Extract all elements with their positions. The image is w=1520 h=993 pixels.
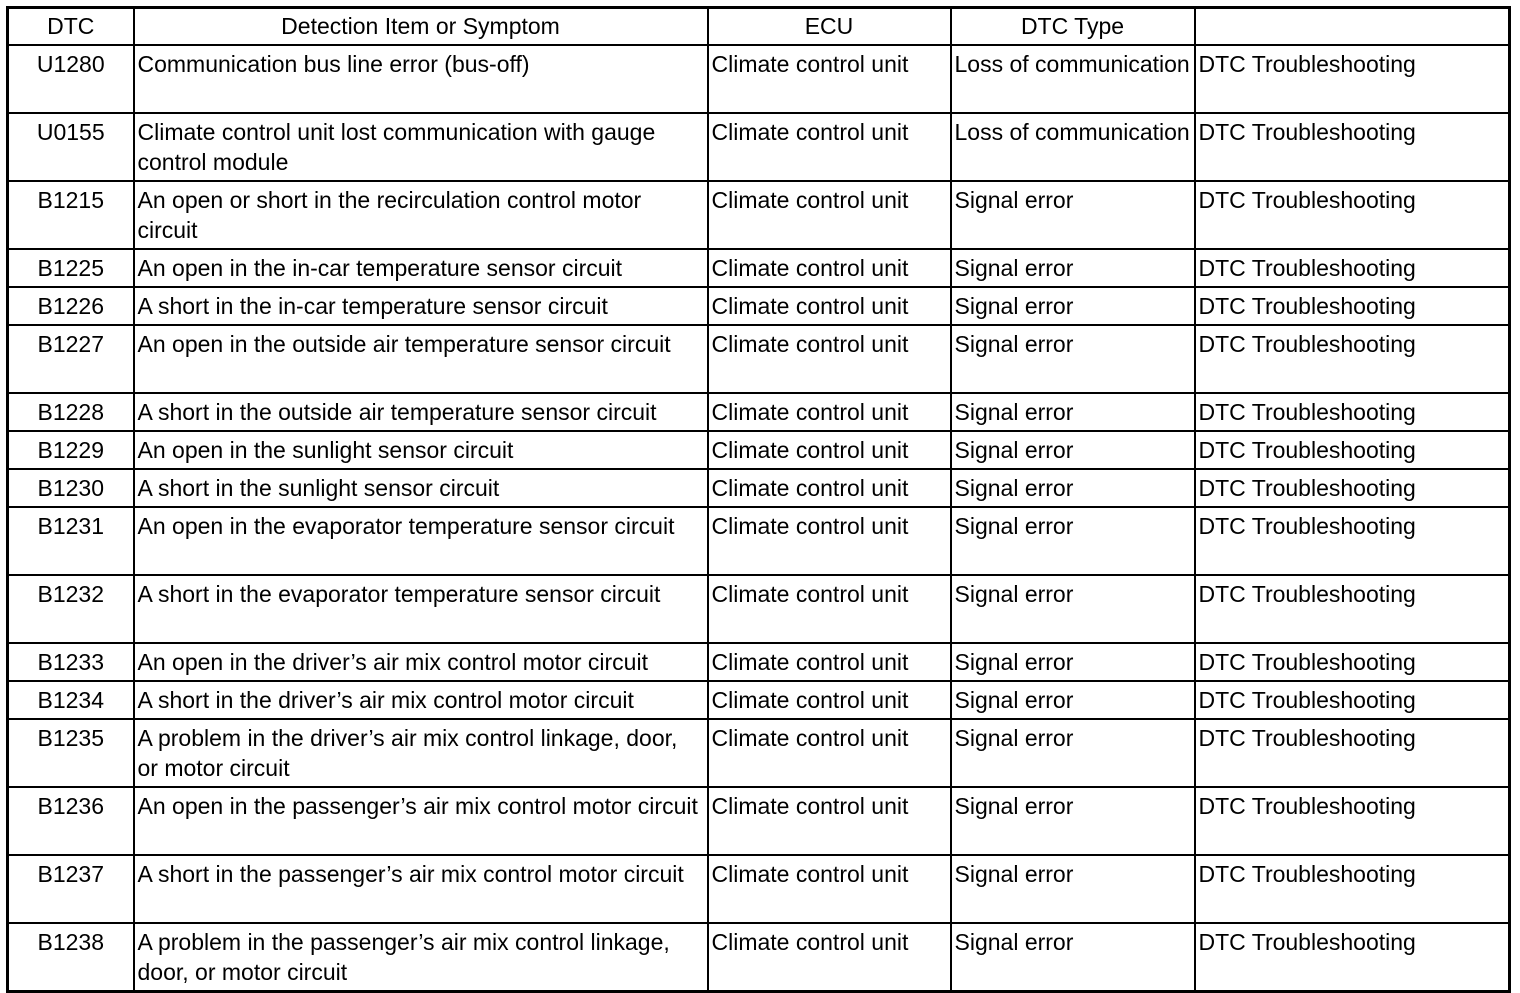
dtc-code: B1226 bbox=[8, 287, 134, 325]
ecu: Climate control unit bbox=[708, 643, 951, 681]
dtc-code: B1230 bbox=[8, 469, 134, 507]
troubleshooting-link[interactable]: DTC Troubleshooting bbox=[1195, 249, 1510, 287]
dtc-code: U0155 bbox=[8, 113, 134, 181]
table-row bbox=[8, 469, 1510, 507]
header-row bbox=[8, 8, 1510, 46]
troubleshooting-link[interactable]: DTC Troubleshooting bbox=[1195, 643, 1510, 681]
troubleshooting-link[interactable]: DTC Troubleshooting bbox=[1195, 325, 1510, 393]
dtc-code: B1228 bbox=[8, 393, 134, 431]
symptom: A short in the passenger’s air mix control motor circuit bbox=[134, 855, 708, 923]
dtc-type: Signal error bbox=[951, 643, 1195, 681]
dtc-code: B1235 bbox=[8, 719, 134, 787]
ecu: Climate control unit bbox=[708, 469, 951, 507]
dtc-type: Signal error bbox=[951, 393, 1195, 431]
ecu: Climate control unit bbox=[708, 719, 951, 787]
table-row bbox=[8, 287, 1510, 325]
troubleshooting-link[interactable]: DTC Troubleshooting bbox=[1195, 855, 1510, 923]
dtc-type: Signal error bbox=[951, 923, 1195, 992]
table-row bbox=[8, 325, 1510, 393]
table-row bbox=[8, 249, 1510, 287]
ecu: Climate control unit bbox=[708, 249, 951, 287]
dtc-type: Signal error bbox=[951, 855, 1195, 923]
troubleshooting-link[interactable]: DTC Troubleshooting bbox=[1195, 45, 1510, 113]
ecu: Climate control unit bbox=[708, 575, 951, 643]
dtc-type: Signal error bbox=[951, 249, 1195, 287]
table-row bbox=[8, 719, 1510, 787]
symptom: A short in the sunlight sensor circuit bbox=[134, 469, 708, 507]
table-row bbox=[8, 45, 1510, 113]
header-dtc-type: DTC Type bbox=[951, 8, 1195, 46]
header-link bbox=[1195, 8, 1510, 46]
symptom: An open in the evaporator temperature sensor circuit bbox=[134, 507, 708, 575]
header-symptom: Detection Item or Symptom bbox=[134, 8, 708, 46]
header-dtc: DTC bbox=[8, 8, 134, 46]
troubleshooting-link[interactable]: DTC Troubleshooting bbox=[1195, 787, 1510, 855]
symptom: A short in the outside air temperature sensor circuit bbox=[134, 393, 708, 431]
symptom: A problem in the driver’s air mix control linkage, door, or motor circuit bbox=[134, 719, 708, 787]
symptom: Communication bus line error (bus-off) bbox=[134, 45, 708, 113]
dtc-type: Signal error bbox=[951, 575, 1195, 643]
dtc-type: Signal error bbox=[951, 181, 1195, 249]
symptom: A short in the driver’s air mix control motor circuit bbox=[134, 681, 708, 719]
ecu: Climate control unit bbox=[708, 787, 951, 855]
table-row bbox=[8, 787, 1510, 855]
dtc-code: B1236 bbox=[8, 787, 134, 855]
dtc-type: Signal error bbox=[951, 719, 1195, 787]
table-row bbox=[8, 923, 1510, 992]
ecu: Climate control unit bbox=[708, 181, 951, 249]
dtc-type: Loss of communication bbox=[951, 113, 1195, 181]
table-row bbox=[8, 575, 1510, 643]
troubleshooting-link[interactable]: DTC Troubleshooting bbox=[1195, 719, 1510, 787]
symptom: A short in the in-car temperature sensor circuit bbox=[134, 287, 708, 325]
symptom: An open in the in-car temperature sensor circuit bbox=[134, 249, 708, 287]
troubleshooting-link[interactable]: DTC Troubleshooting bbox=[1195, 469, 1510, 507]
dtc-type: Signal error bbox=[951, 787, 1195, 855]
symptom: Climate control unit lost communication with gauge control module bbox=[134, 113, 708, 181]
dtc-code: U1280 bbox=[8, 45, 134, 113]
ecu: Climate control unit bbox=[708, 431, 951, 469]
dtc-table bbox=[6, 6, 1511, 993]
ecu: Climate control unit bbox=[708, 287, 951, 325]
troubleshooting-link[interactable]: DTC Troubleshooting bbox=[1195, 181, 1510, 249]
ecu: Climate control unit bbox=[708, 681, 951, 719]
dtc-code: B1238 bbox=[8, 923, 134, 992]
dtc-type: Signal error bbox=[951, 507, 1195, 575]
header-ecu: ECU bbox=[708, 8, 951, 46]
ecu: Climate control unit bbox=[708, 393, 951, 431]
dtc-code: B1231 bbox=[8, 507, 134, 575]
troubleshooting-link[interactable]: DTC Troubleshooting bbox=[1195, 507, 1510, 575]
dtc-code: B1232 bbox=[8, 575, 134, 643]
troubleshooting-link[interactable]: DTC Troubleshooting bbox=[1195, 431, 1510, 469]
dtc-type: Signal error bbox=[951, 325, 1195, 393]
symptom: An open in the outside air temperature sensor circuit bbox=[134, 325, 708, 393]
dtc-type: Loss of communication bbox=[951, 45, 1195, 113]
table-row bbox=[8, 181, 1510, 249]
dtc-code: B1225 bbox=[8, 249, 134, 287]
table-row bbox=[8, 113, 1510, 181]
troubleshooting-link[interactable]: DTC Troubleshooting bbox=[1195, 575, 1510, 643]
dtc-code: B1234 bbox=[8, 681, 134, 719]
table-row bbox=[8, 855, 1510, 923]
ecu: Climate control unit bbox=[708, 45, 951, 113]
dtc-code: B1237 bbox=[8, 855, 134, 923]
ecu: Climate control unit bbox=[708, 855, 951, 923]
troubleshooting-link[interactable]: DTC Troubleshooting bbox=[1195, 681, 1510, 719]
table-row bbox=[8, 681, 1510, 719]
table-row bbox=[8, 643, 1510, 681]
dtc-code: B1229 bbox=[8, 431, 134, 469]
troubleshooting-link[interactable]: DTC Troubleshooting bbox=[1195, 287, 1510, 325]
troubleshooting-link[interactable]: DTC Troubleshooting bbox=[1195, 923, 1510, 992]
ecu: Climate control unit bbox=[708, 325, 951, 393]
symptom: An open in the driver’s air mix control motor circuit bbox=[134, 643, 708, 681]
symptom: A short in the evaporator temperature sensor circuit bbox=[134, 575, 708, 643]
ecu: Climate control unit bbox=[708, 113, 951, 181]
dtc-type: Signal error bbox=[951, 469, 1195, 507]
dtc-type: Signal error bbox=[951, 681, 1195, 719]
symptom: A problem in the passenger’s air mix control linkage, door, or motor circuit bbox=[134, 923, 708, 992]
table-row bbox=[8, 431, 1510, 469]
dtc-type: Signal error bbox=[951, 431, 1195, 469]
troubleshooting-link[interactable]: DTC Troubleshooting bbox=[1195, 113, 1510, 181]
table-row bbox=[8, 507, 1510, 575]
symptom: An open or short in the recirculation control motor circuit bbox=[134, 181, 708, 249]
table-row bbox=[8, 393, 1510, 431]
dtc-code: B1215 bbox=[8, 181, 134, 249]
symptom: An open in the passenger’s air mix control motor circuit bbox=[134, 787, 708, 855]
dtc-code: B1233 bbox=[8, 643, 134, 681]
dtc-code: B1227 bbox=[8, 325, 134, 393]
dtc-type: Signal error bbox=[951, 287, 1195, 325]
dtc-table-container bbox=[6, 6, 1511, 993]
ecu: Climate control unit bbox=[708, 507, 951, 575]
symptom: An open in the sunlight sensor circuit bbox=[134, 431, 708, 469]
ecu: Climate control unit bbox=[708, 923, 951, 992]
troubleshooting-link[interactable]: DTC Troubleshooting bbox=[1195, 393, 1510, 431]
